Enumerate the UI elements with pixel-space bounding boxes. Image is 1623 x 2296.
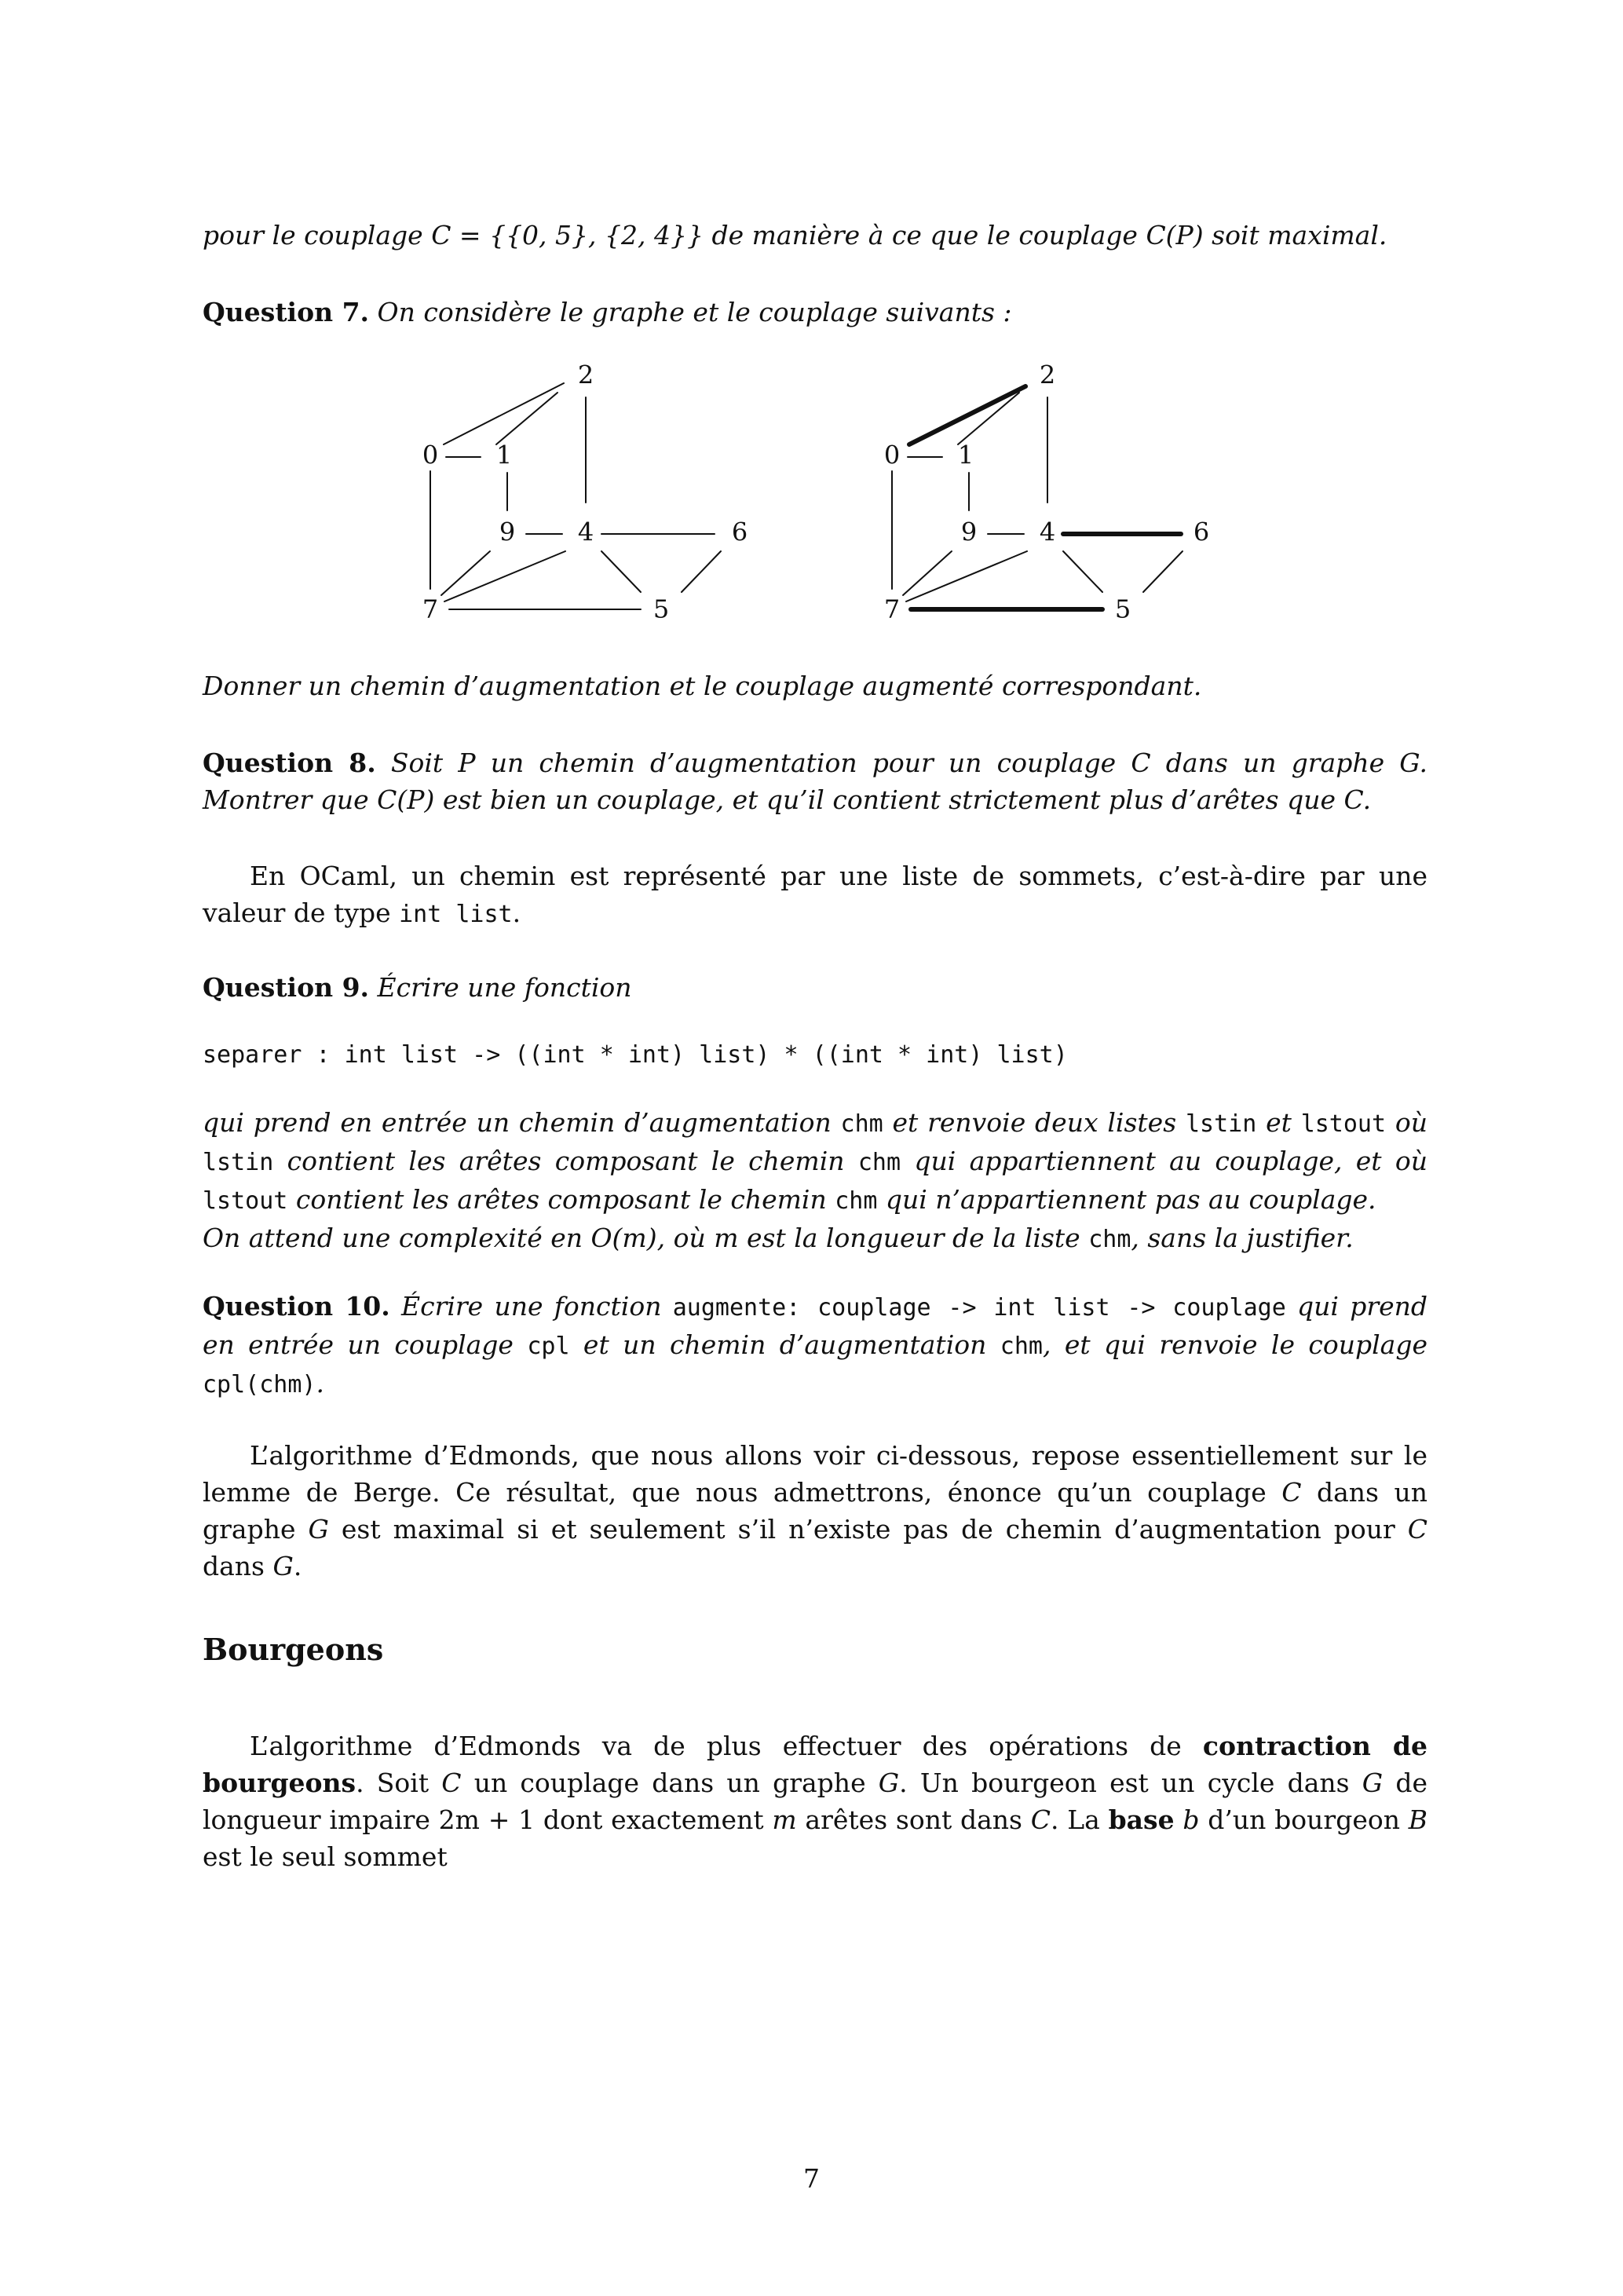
code-inline: chm [857,1149,901,1176]
math-var: B [1408,1804,1427,1835]
question-9-body [203,1104,1427,1258]
question-9-heading [203,969,1427,1006]
text-span: qui appartiennent au couplage, et où [901,1146,1427,1176]
question-10 [203,1288,1427,1403]
code-inline: int list [399,901,513,928]
node-label: 2 [1039,360,1056,390]
node-label: 5 [652,594,670,624]
text-span: contient les arêtes composant le chemin [273,1146,858,1176]
text-span: d’un bourgeon [1199,1804,1409,1835]
question-7-instruction: Donner un chemin d’augmentation et le couplage augmenté correspondant. [203,671,1202,701]
text-span: un chemin d’augmentation pour un couplage [475,748,1131,778]
edge-9-7 [441,551,490,595]
edge-1-2 [496,393,557,444]
text-span: , sans la justifier. [1131,1223,1354,1253]
text-span: et renvoie deux listes [883,1107,1186,1138]
text-span: . Montrer que [203,748,1427,815]
graph-right [870,345,1239,628]
text-span: , et qui renvoie le couplage [1042,1329,1427,1360]
graph-left [408,345,777,628]
math-expr: 2m + 1 [438,1804,536,1835]
node-label: 9 [960,517,978,547]
text-span: qui prend en entrée un chemin d’augmentation [203,1107,841,1138]
text-span: . [512,898,521,928]
node-label: 5 [1114,594,1131,624]
text-span: . Un bourgeon est un cycle dans [899,1768,1362,1798]
text-span: est maximal si et seulement s’il n’existe pas de chemin d’augmentation pour [328,1514,1408,1545]
text-span: arêtes sont dans [796,1804,1031,1835]
math-var: P [458,748,476,778]
text-span: On attend une complexité en [203,1223,591,1253]
node-label: 7 [883,594,901,624]
text-span: est bien un couplage, et qu’il contient strictement plus d’arêtes que [434,784,1344,815]
math-var: C [1281,1477,1302,1508]
question-text: Écrire une fonction [377,972,632,1003]
math-var: C [1131,748,1151,778]
text-span: et un chemin d’augmentation [569,1329,1000,1360]
question-8 [203,744,1427,818]
node-label: 4 [1039,517,1056,547]
edge-6-5 [1143,551,1183,592]
node-label: 1 [957,440,974,470]
code-inline: lstin [203,1149,274,1176]
text-span: L’algorithme d’Edmonds va de plus effectuer des opérations de [250,1731,1203,1761]
math-var: C [1343,784,1363,815]
code-inline: augmente: couplage -> int list -> couplage [672,1294,1286,1322]
berge-paragraph [203,1437,1427,1585]
text-span: dont exactement [535,1804,773,1835]
math-var: G [1399,748,1420,778]
question-text: On considère le graphe et le couplage suivants : [377,297,1012,327]
code-inline: cpl [527,1333,570,1360]
question-label: Question 7. [203,297,370,327]
code-inline: chm [1088,1226,1131,1253]
question-7 [203,294,1427,331]
node-label: 7 [422,594,439,624]
text-span: pour le couplage [203,220,432,250]
edge-1-2 [958,393,1019,444]
math-var: G [272,1551,294,1581]
text-span: , où [656,1223,715,1253]
text-span: . [316,1368,324,1398]
question-label: Question 8. [203,748,376,778]
node-label: 9 [499,517,516,547]
text-span: L’algorithme d’Edmonds, que nous allons voir ci-dessous, repose essentiellement sur le lemme de Berge. Ce résultat, que nous admettrons, énonce qu’un couplage [203,1440,1427,1508]
node-label: 6 [731,517,748,547]
code-inline: lstout [1300,1110,1387,1138]
math-var: G [878,1768,900,1798]
text-span: En OCaml, un chemin est représenté par une liste de sommets, c’est-à-dire par une valeur de type [203,861,1427,928]
text-span: de manière à ce que le couplage [703,220,1146,250]
text-span: . [1362,784,1372,815]
continuation-line [203,217,1427,254]
text-span: dans un graphe [1150,748,1400,778]
edge-0-2 [444,383,564,444]
question-label: Question 10. [203,1291,390,1322]
code-inline: cpl(chm) [203,1371,316,1398]
page-number: 7 [803,2163,820,2194]
code-inline: lstin [1185,1110,1257,1138]
code-inline: lstout [203,1187,288,1215]
edge-6-5 [682,551,721,592]
math-var: C [1030,1804,1051,1835]
code-inline: chm [835,1187,878,1215]
math-var: C [1407,1514,1427,1545]
text-span: dans [203,1551,273,1581]
text-span: . La [1050,1804,1109,1835]
node-label: 4 [577,517,594,547]
edge-4-5 [1063,551,1102,592]
bold-term: contraction de bourgeons [203,1731,1427,1798]
bold-term: base [1108,1804,1175,1835]
bourgeons-paragraph [203,1727,1427,1875]
math-couplage: C = {{0, 5}, {2, 4}} [431,220,704,250]
section-heading: Bourgeons [203,1632,384,1667]
math-var: O(m) [590,1223,657,1253]
code-inline: chm [840,1110,883,1138]
math-var: G [308,1514,329,1545]
text-span: . Soit [356,1768,442,1798]
text-span: Soit [390,748,459,778]
node-label: 6 [1193,517,1210,547]
text-span: . [293,1551,302,1581]
edge-9-7 [903,551,952,595]
node-label: 2 [577,360,594,390]
question-9-signature: separer : int list -> ((int * int) list) * ((int * int) list) [203,1041,1068,1069]
text-span: est la longueur de la liste [738,1223,1089,1253]
node-label: 1 [495,440,513,470]
math-cp: C(P) [1146,220,1204,250]
ocaml-paragraph [203,857,1427,933]
question-label: Question 9. [203,972,370,1003]
math-var: C [441,1768,462,1798]
math-var: m [714,1223,739,1253]
text-span: dans un graphe [203,1477,1427,1545]
text-span: où [1386,1107,1427,1138]
node-label: 0 [422,440,439,470]
text-span: est le seul sommet [203,1841,448,1872]
text-span: qui n’appartiennent pas au couplage. [877,1184,1376,1215]
node-label: 0 [883,440,901,470]
text-span: un couplage dans un graphe [461,1768,879,1798]
edge-4-5 [601,551,641,592]
text-span: Écrire une fonction [401,1291,673,1322]
code-inline: chm [1000,1333,1043,1360]
math-var: C(P) [377,784,435,815]
text-span: et [1256,1107,1301,1138]
text-span: qui prend en entrée un couplage [203,1291,1428,1360]
math-var: b [1183,1804,1200,1835]
text-span: contient les arêtes composant le chemin [287,1184,835,1215]
math-var: G [1362,1768,1384,1798]
math-var: m [772,1804,797,1835]
text-span: de longueur impaire [203,1768,1428,1835]
text-span: soit maximal. [1203,220,1387,250]
text-span [1175,1804,1183,1835]
